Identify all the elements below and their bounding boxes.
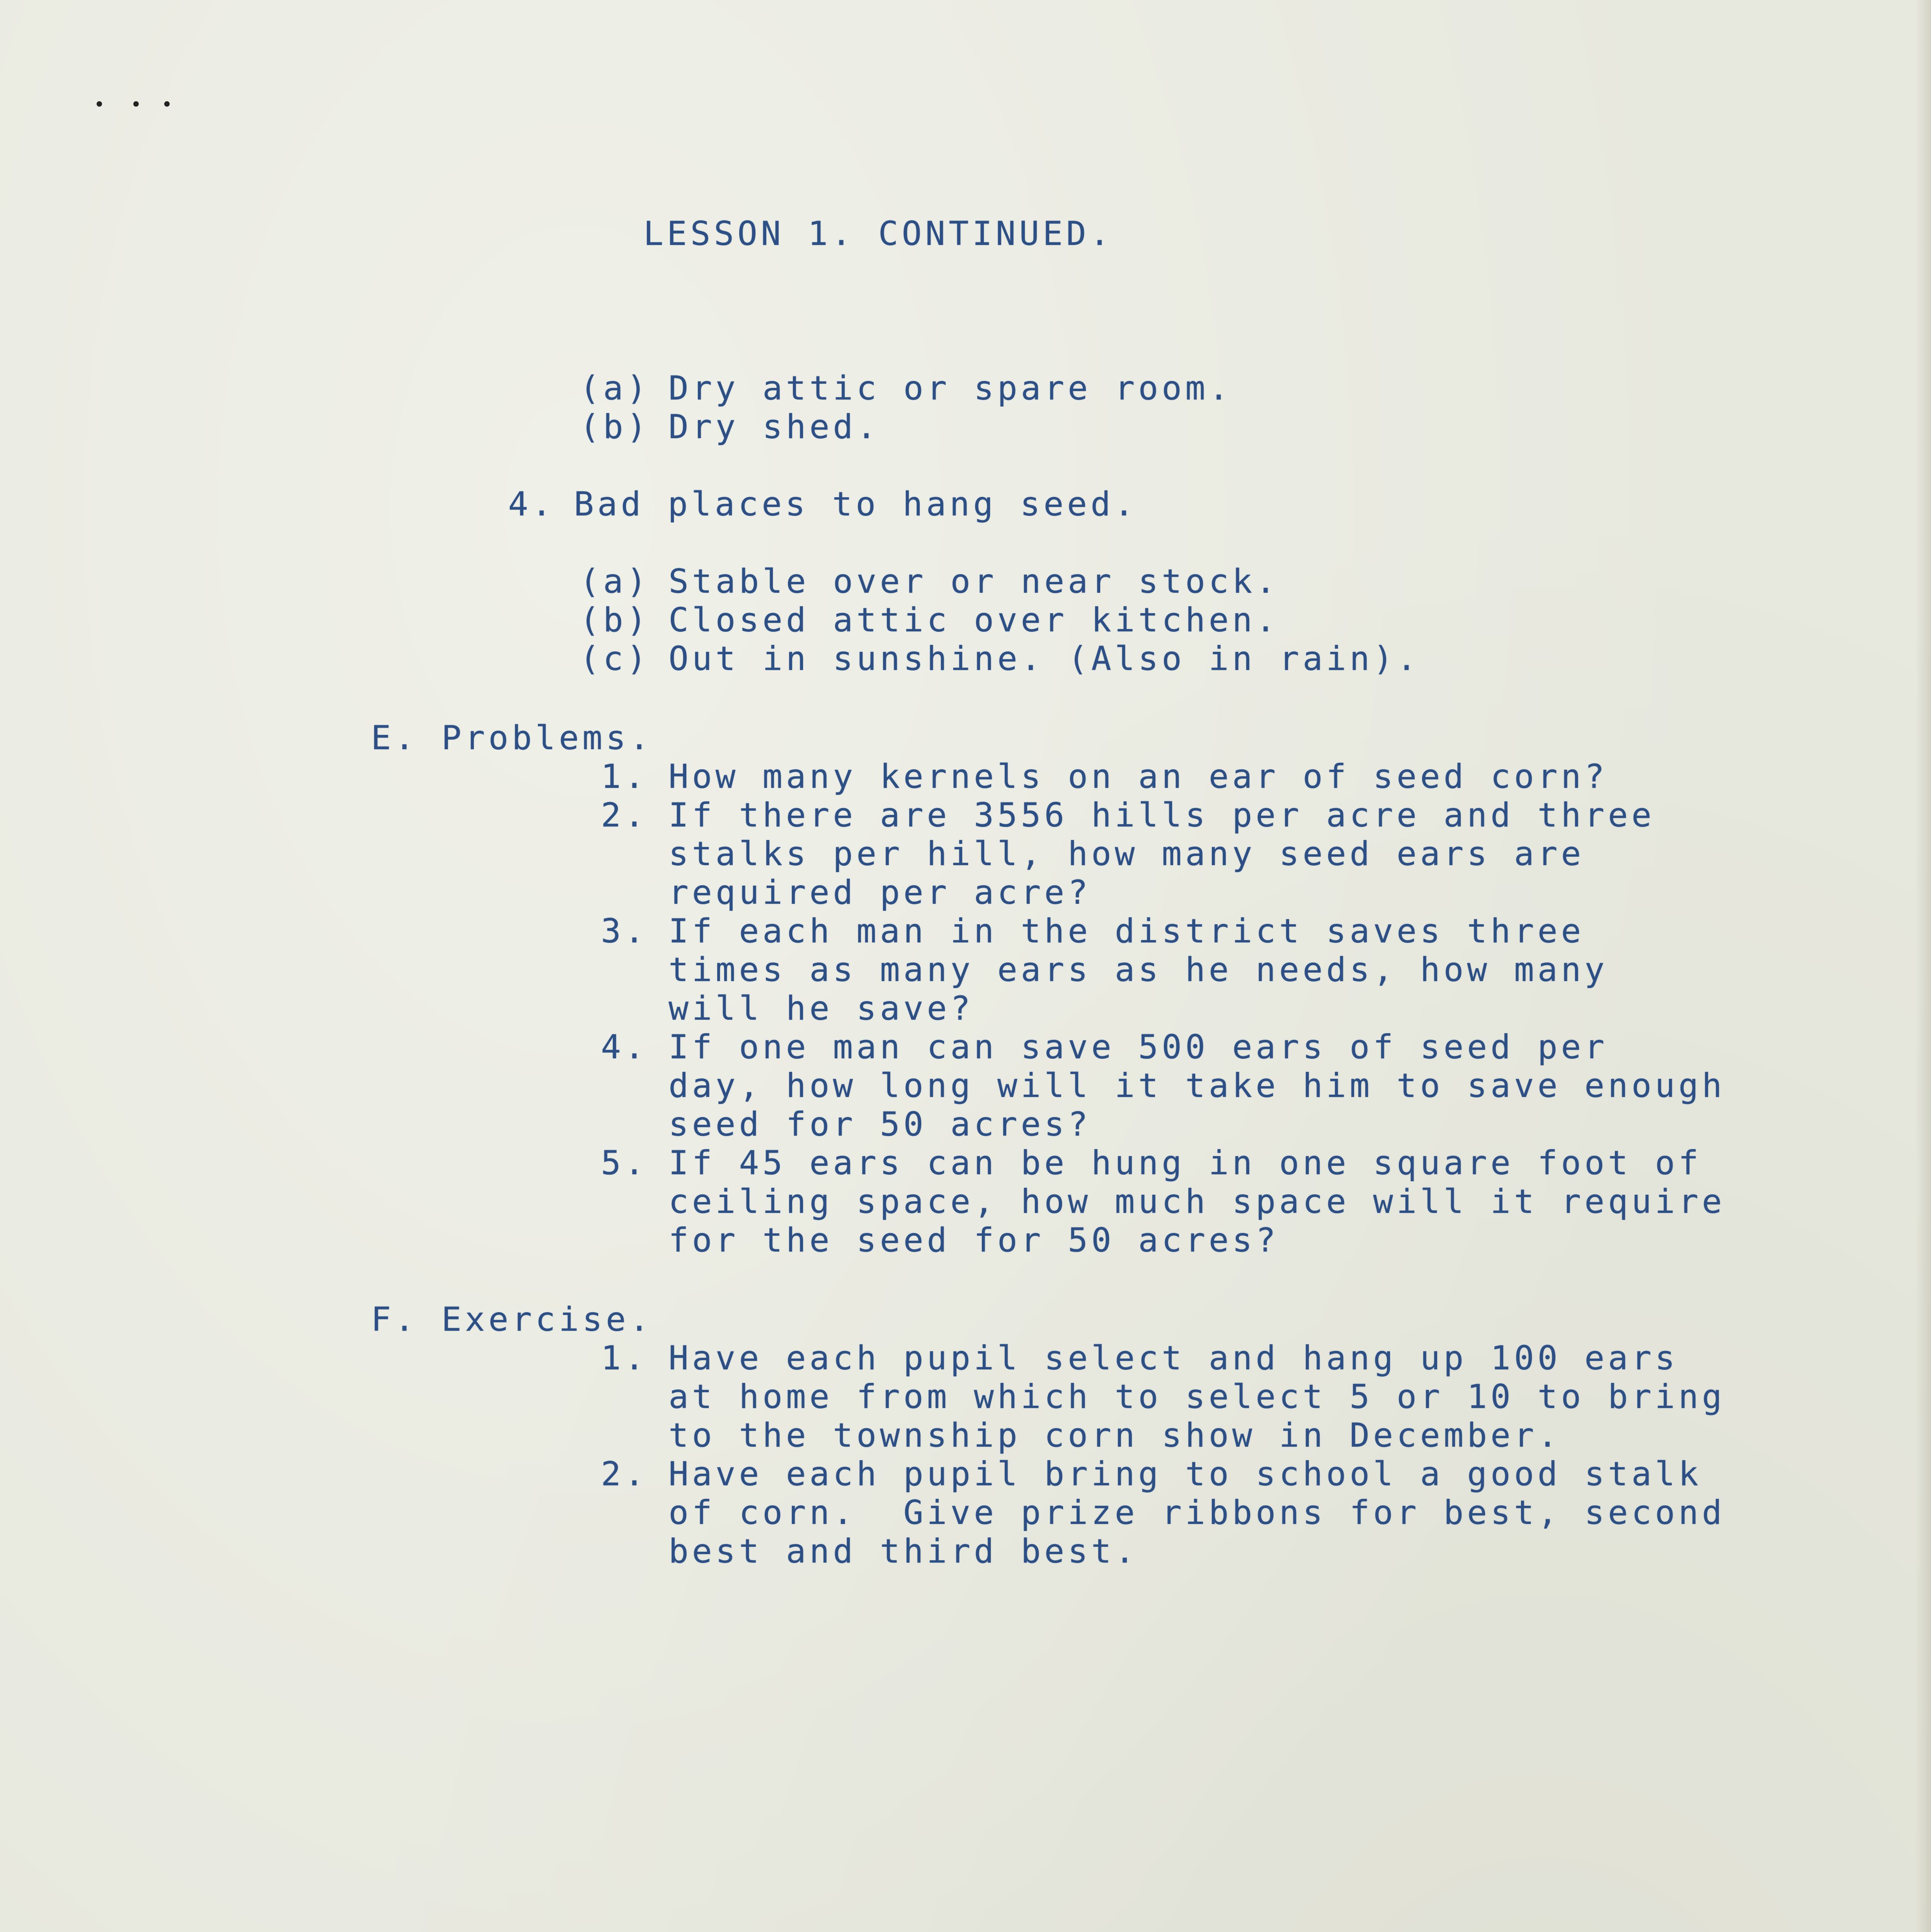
list-item-text: to the township corn show in December. <box>669 1416 1561 1455</box>
list-item-text: Dry attic or spare room. <box>669 369 1232 408</box>
list-item-marker: 5. <box>601 1144 648 1182</box>
list-item-marker: (a) <box>580 562 650 601</box>
list-item-text: Stable over or near stock. <box>669 562 1279 601</box>
list-item-marker: (b) <box>580 601 650 639</box>
list-item-text: at home from which to select 5 or 10 to bring <box>669 1378 1725 1416</box>
list-item-text: If 45 ears can be hung in one square foot of <box>669 1144 1702 1182</box>
ink-speck <box>133 101 139 107</box>
page-title: LESSON 1. CONTINUED. <box>643 214 1113 253</box>
page-edge-shadow <box>1916 0 1931 1932</box>
list-item-marker: (a) <box>580 369 650 408</box>
list-item-text: Bad places to hang seed. <box>574 485 1138 524</box>
list-item-marker: 1. <box>601 1339 648 1378</box>
list-item-marker: 2. <box>601 1455 648 1493</box>
list-item-text: Dry shed. <box>669 408 880 446</box>
list-item-text: ceiling space, how much space will it require <box>669 1182 1725 1221</box>
list-item-marker: 4. <box>601 1028 648 1066</box>
list-item-text: Have each pupil bring to school a good stalk <box>669 1455 1702 1493</box>
list-item-text: best and third best. <box>669 1532 1138 1571</box>
list-item-text: If there are 3556 hills per acre and three <box>669 796 1655 835</box>
list-item-text: of corn. Give prize ribbons for best, second <box>669 1493 1725 1532</box>
list-item-text: If one man can save 500 ears of seed per <box>669 1028 1608 1066</box>
list-item-text: times as many ears as he needs, how many <box>669 951 1608 989</box>
list-item-text: for the seed for 50 acres? <box>669 1221 1279 1260</box>
list-item-text: Out in sunshine. (Also in rain). <box>669 639 1420 678</box>
list-item-marker: 3. <box>601 912 648 951</box>
section-heading: E. Problems. <box>371 719 653 757</box>
list-item-text: seed for 50 acres? <box>669 1105 1091 1144</box>
list-item-text: required per acre? <box>669 873 1091 912</box>
ink-speck <box>164 101 170 107</box>
list-item-text: If each man in the district saves three <box>669 912 1585 951</box>
ink-speck <box>97 101 102 107</box>
list-item-text: Have each pupil select and hang up 100 ears <box>669 1339 1679 1378</box>
list-item-text: How many kernels on an ear of seed corn? <box>669 757 1608 796</box>
list-item-marker: 4. <box>508 485 555 524</box>
list-item-text: will he save? <box>669 989 974 1028</box>
section-heading: F. Exercise. <box>371 1300 653 1339</box>
list-item-marker: 1. <box>601 757 648 796</box>
list-item-marker: 2. <box>601 796 648 835</box>
list-item-text: stalks per hill, how many seed ears are <box>669 835 1585 873</box>
list-item-marker: (b) <box>580 408 650 446</box>
list-item-marker: (c) <box>580 639 650 678</box>
list-item-text: day, how long will it take him to save enough <box>669 1066 1725 1105</box>
list-item-text: Closed attic over kitchen. <box>669 601 1279 639</box>
